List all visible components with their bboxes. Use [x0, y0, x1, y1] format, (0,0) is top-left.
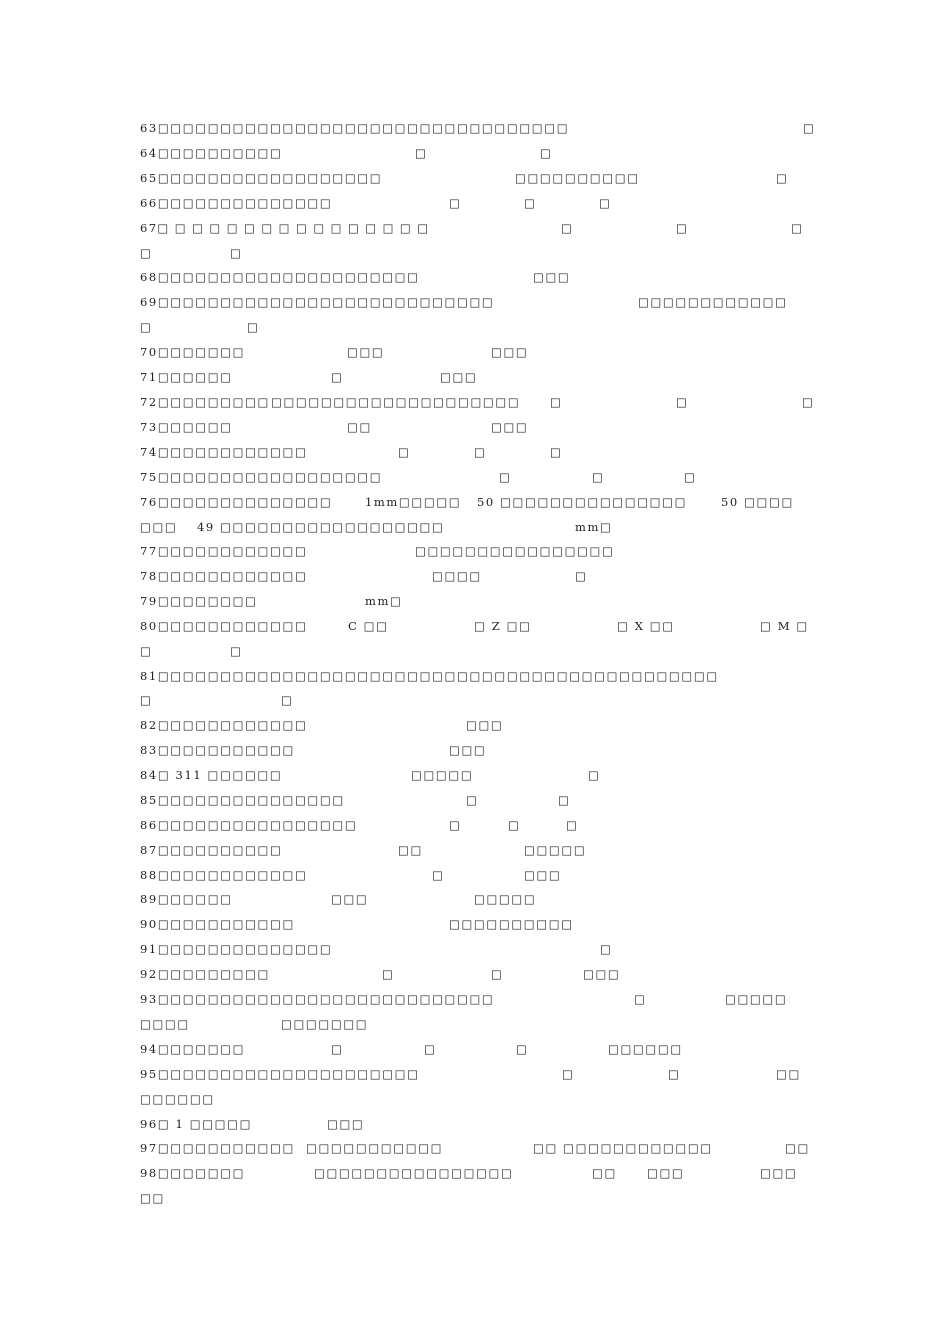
- blank-marker: □: [592, 470, 605, 484]
- question-line: [140, 888, 820, 910]
- question-line: [140, 764, 820, 786]
- line-text: 64□□□□□□□□□□: [140, 146, 283, 160]
- blank-marker: □: [599, 196, 612, 210]
- line-text: 98□□□□□□□: [140, 1166, 246, 1180]
- blank-marker: □: [449, 196, 462, 210]
- line-text: 74□□□□□□□□□□□□: [140, 445, 308, 459]
- blank-text: mm□: [365, 594, 403, 608]
- line-text: 83□□□□□□□□□□□: [140, 743, 295, 757]
- line-text: 86□□□□□□□□□□□□□□□□: [140, 818, 358, 832]
- blank-text: □□□: [440, 370, 478, 384]
- blank-marker: □: [432, 868, 445, 882]
- question-line: [140, 913, 820, 935]
- blank-marker: □: [491, 967, 504, 981]
- line-text: 95□□□□□□□□□□□□□□□□□□□□□: [140, 1067, 420, 1081]
- blank-marker: □: [140, 644, 153, 658]
- line-text: 68□□□□□□□□□□□□□□□□□□□□□: [140, 270, 420, 284]
- line-text: 70□□□□□□□: [140, 345, 246, 359]
- blank-marker: □: [415, 146, 428, 160]
- blank-text: □□: [776, 1067, 801, 1081]
- blank-text: □□□: [533, 270, 571, 284]
- blank-text: □□: [785, 1141, 810, 1155]
- blank-text: □□□: [466, 718, 504, 732]
- question-line: [140, 217, 820, 239]
- blank-marker: □: [449, 818, 462, 832]
- continuation-line: [140, 516, 820, 538]
- question-line: [140, 117, 820, 139]
- line-text: 89□□□□□□: [140, 892, 233, 906]
- line-text: 72□□□□□□□□□: [140, 395, 271, 409]
- line-text: 49 □□□□□□□□□□□□□□□□□□: [197, 520, 445, 534]
- blank-text: □□□□□□□□□□: [515, 171, 640, 185]
- blank-marker: □: [474, 445, 487, 459]
- blank-text: □□□: [760, 1166, 798, 1180]
- question-line: [140, 665, 820, 687]
- blank-marker: □: [802, 395, 815, 409]
- blank-marker: □: [550, 395, 563, 409]
- line-text: 66□□□□□□□□□□□□□□: [140, 196, 333, 210]
- question-line: [140, 864, 820, 886]
- blank-text: □□□: [327, 1117, 365, 1131]
- blank-text: □□□: [647, 1166, 685, 1180]
- blank-marker: □: [499, 470, 512, 484]
- blank-marker: □: [600, 942, 613, 956]
- blank-text: □□□□□□□□□□□□□□□□: [415, 544, 615, 558]
- question-line: [140, 341, 820, 363]
- question-line: [140, 789, 820, 811]
- blank-marker: □: [398, 445, 411, 459]
- question-line: [140, 167, 820, 189]
- question-line: [140, 1038, 820, 1060]
- line-text: □□□□□□: [140, 1092, 215, 1106]
- blank-marker: □: [524, 196, 537, 210]
- blank-marker: □: [230, 246, 243, 260]
- question-line: [140, 590, 820, 612]
- blank-marker: □: [540, 146, 553, 160]
- line-text: 88□□□□□□□□□□□□: [140, 868, 308, 882]
- blank-text: □□: [347, 420, 372, 434]
- blank-text: □□□: [524, 868, 562, 882]
- question-line: [140, 565, 820, 587]
- blank-marker: □: [684, 470, 697, 484]
- blank-marker: □: [550, 445, 563, 459]
- blank-marker: □: [140, 246, 153, 260]
- blank-text: □□: [592, 1166, 617, 1180]
- question-line: [140, 839, 820, 861]
- blank-text: □□□□□: [474, 892, 537, 906]
- blank-text: □□□□□□□: [281, 1017, 369, 1031]
- blank-text: □ X □□: [617, 619, 675, 633]
- question-line: [140, 1063, 820, 1085]
- continuation-line: [140, 1013, 820, 1035]
- line-text: 1mm□□□□□: [365, 495, 462, 509]
- blank-marker: □: [562, 1067, 575, 1081]
- question-line: [140, 714, 820, 736]
- line-text: 67□ □ □ □ □ □ □ □ □ □ □ □ □ □ □ □: [140, 221, 430, 235]
- question-line: [140, 540, 820, 562]
- question-line: [140, 266, 820, 288]
- question-line: [140, 814, 820, 836]
- blank-marker: □: [331, 1042, 344, 1056]
- continuation-line: [140, 1088, 820, 1110]
- question-line: [140, 615, 820, 637]
- continuation-line: [140, 242, 820, 264]
- blank-text: □□□□□□□□□□□□□□□□□□□□: [271, 395, 521, 409]
- blank-marker: □: [140, 320, 153, 334]
- question-line: [140, 938, 820, 960]
- blank-marker: □: [588, 768, 601, 782]
- blank-text: □□□□□□□□□□□□: [638, 295, 788, 309]
- blank-text: □□: [398, 843, 423, 857]
- continuation-line: [140, 1187, 820, 1209]
- question-line: [140, 1162, 820, 1184]
- blank-marker: □: [676, 221, 689, 235]
- line-text: 91□□□□□□□□□□□□□□: [140, 942, 333, 956]
- blank-text: □□□□□□□□□□: [449, 917, 574, 931]
- line-text: 92□□□□□□□□□: [140, 967, 271, 981]
- blank-text: □□□: [331, 892, 369, 906]
- question-line: [140, 441, 820, 463]
- line-text: 81□□□□□□□□□□□□□□□□□□□□□□□□□□□□□□□□□□□□□□□□□□□□□: [140, 669, 719, 683]
- blank-text: □□□□□□: [608, 1042, 683, 1056]
- question-line: [140, 963, 820, 985]
- blank-marker: □: [575, 569, 588, 583]
- blank-marker: □: [516, 1042, 529, 1056]
- blank-marker: □: [668, 1067, 681, 1081]
- line-text: □□□□: [140, 1017, 190, 1031]
- line-text: 80□□□□□□□□□□□□: [140, 619, 308, 633]
- blank-text: □□□□□: [524, 843, 587, 857]
- line-text: 90□□□□□□□□□□□: [140, 917, 295, 931]
- line-text: 77□□□□□□□□□□□□: [140, 544, 308, 558]
- line-text: 85□□□□□□□□□□□□□□□: [140, 793, 345, 807]
- blank-marker: □: [230, 644, 243, 658]
- blank-text: □□□: [491, 420, 529, 434]
- blank-marker: □: [566, 818, 579, 832]
- blank-marker: □: [634, 992, 647, 1006]
- blank-text: □□□: [583, 967, 621, 981]
- question-line: [140, 1113, 820, 1135]
- question-line: [140, 466, 820, 488]
- question-line: [140, 366, 820, 388]
- line-text: 93□□□□□□□□□□□□□□□□□□□□□□□□□□□: [140, 992, 495, 1006]
- blank-text: □ Z □□: [474, 619, 532, 633]
- blank-marker: □: [331, 370, 344, 384]
- blank-text: □□□□: [432, 569, 482, 583]
- blank-marker: □: [791, 221, 804, 235]
- blank-text: □□□□□: [411, 768, 474, 782]
- line-text: 97□□□□□□□□□□□: [140, 1141, 295, 1155]
- question-line: [140, 1137, 820, 1159]
- blank-text: □□□□□: [725, 992, 788, 1006]
- question-line: [140, 391, 820, 413]
- question-line: [140, 291, 820, 313]
- blank-marker: □: [558, 793, 571, 807]
- line-text: 71□□□□□□: [140, 370, 233, 384]
- question-line: [140, 491, 820, 513]
- question-line: [140, 988, 820, 1010]
- question-line: [140, 416, 820, 438]
- blank-text: mm□: [575, 520, 613, 534]
- continuation-line: [140, 316, 820, 338]
- blank-marker: □: [281, 693, 294, 707]
- line-text: 50 □□□□: [721, 495, 794, 509]
- continuation-line: [140, 640, 820, 662]
- line-text: 82□□□□□□□□□□□□: [140, 718, 308, 732]
- continuation-line: [140, 689, 820, 711]
- line-text: □□ □□□□□□□□□□□□: [533, 1141, 713, 1155]
- blank-marker: □: [466, 793, 479, 807]
- question-line: [140, 739, 820, 761]
- blank-text: □□□: [449, 743, 487, 757]
- line-text: □□□□□□□□□□□□□□□□: [314, 1166, 514, 1180]
- blank-text: □□□: [347, 345, 385, 359]
- line-text: 76□□□□□□□□□□□□□□: [140, 495, 333, 509]
- line-text: 69□□□□□□□□□□□□□□□□□□□□□□□□□□□: [140, 295, 495, 309]
- blank-marker: □: [508, 818, 521, 832]
- line-text: 84□ 311 □□□□□□: [140, 768, 283, 782]
- line-text: 94□□□□□□□: [140, 1042, 246, 1056]
- line-text: 65□□□□□□□□□□□□□□□□□□: [140, 171, 383, 185]
- blank-marker: □: [382, 967, 395, 981]
- line-text: 78□□□□□□□□□□□□: [140, 569, 308, 583]
- line-text: □□: [140, 1191, 165, 1205]
- line-text: 79□□□□□□□□: [140, 594, 258, 608]
- blank-text: □□□: [491, 345, 529, 359]
- line-text: □□□: [140, 520, 178, 534]
- blank-marker: □: [561, 221, 574, 235]
- line-text: □□□□□□□□□□□: [306, 1141, 444, 1155]
- blank-text: C □□: [348, 619, 389, 633]
- blank-marker: □: [247, 320, 260, 334]
- line-text: 87□□□□□□□□□□: [140, 843, 283, 857]
- blank-text: □ M □: [760, 619, 809, 633]
- question-line: [140, 192, 820, 214]
- blank-marker: □: [140, 693, 153, 707]
- line-text: 75□□□□□□□□□□□□□□□□□□: [140, 470, 383, 484]
- line-text: 50 □□□□□□□□□□□□□□□: [477, 495, 688, 509]
- blank-marker: □: [424, 1042, 437, 1056]
- blank-marker: □: [676, 395, 689, 409]
- blank-marker: □: [803, 121, 816, 135]
- line-text: 73□□□□□□: [140, 420, 233, 434]
- line-text: 96□ 1 □□□□□: [140, 1117, 253, 1131]
- blank-marker: □: [776, 171, 789, 185]
- question-line: [140, 142, 820, 164]
- line-text: 63□□□□□□□□□□□□□□□□□□□□□□□□□□□□□□□□□: [140, 121, 570, 135]
